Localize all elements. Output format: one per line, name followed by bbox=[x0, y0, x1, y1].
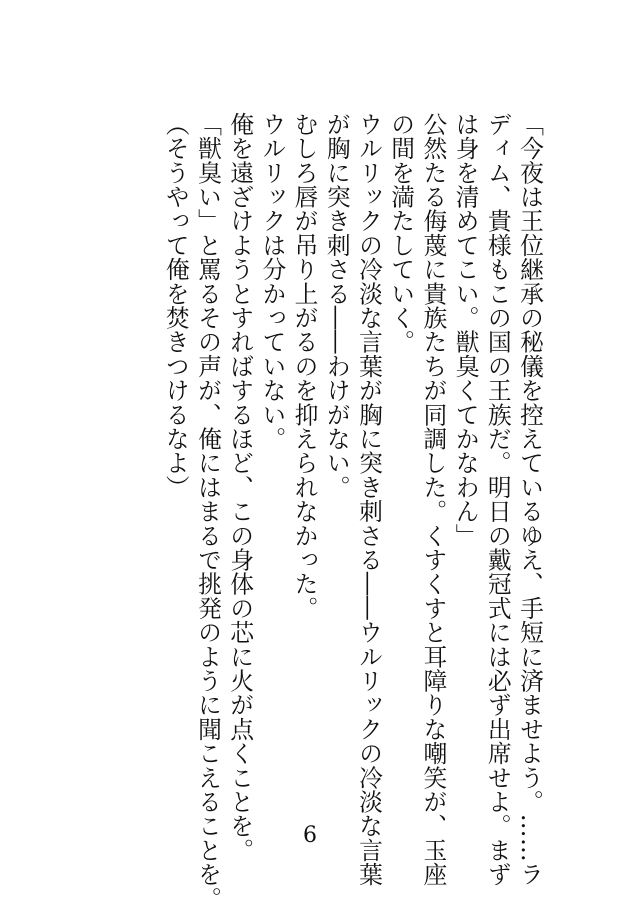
text-line: が胸に突き刺さる――わけがない。 bbox=[322, 112, 351, 500]
text-line: は身を清めてこい。獣臭くてかなわん」 bbox=[451, 112, 480, 548]
page-number: 6 bbox=[303, 823, 317, 848]
text-line: （そうやって俺を焚きつけるなよ） bbox=[161, 112, 190, 500]
vertical-text-body bbox=[160, 112, 546, 911]
text-line: の間を満たしていく。 bbox=[387, 112, 416, 354]
text-line: ウルリックの冷淡な言葉が胸に突き刺さる――ウルリックの冷淡な言葉 bbox=[354, 112, 383, 887]
text-line: ディム、貴様もこの国の王族だ。明日の戴冠式には必ず出席せよ。まず bbox=[483, 112, 512, 887]
text-line: 「今夜は王位継承の秘儀を控えているゆえ、手短に済ませよう。……ラ bbox=[516, 112, 544, 887]
text-line: ウルリックは分かっていない。 bbox=[258, 112, 287, 451]
text-line: 公然たる侮蔑に貴族たちが同調した。くすくすと耳障りな嘲笑が、玉座 bbox=[419, 112, 448, 887]
text-line: 俺を遠ざけようとすればするほど、この身体の芯に火が点くことを。 bbox=[226, 112, 255, 863]
text-line: むしろ唇が吊り上がるのを抑えられなかった。 bbox=[290, 112, 319, 621]
text-line: 「獣臭い」と罵るその声が、俺にはまるで挑発のように聞こえることを。 bbox=[193, 112, 222, 911]
